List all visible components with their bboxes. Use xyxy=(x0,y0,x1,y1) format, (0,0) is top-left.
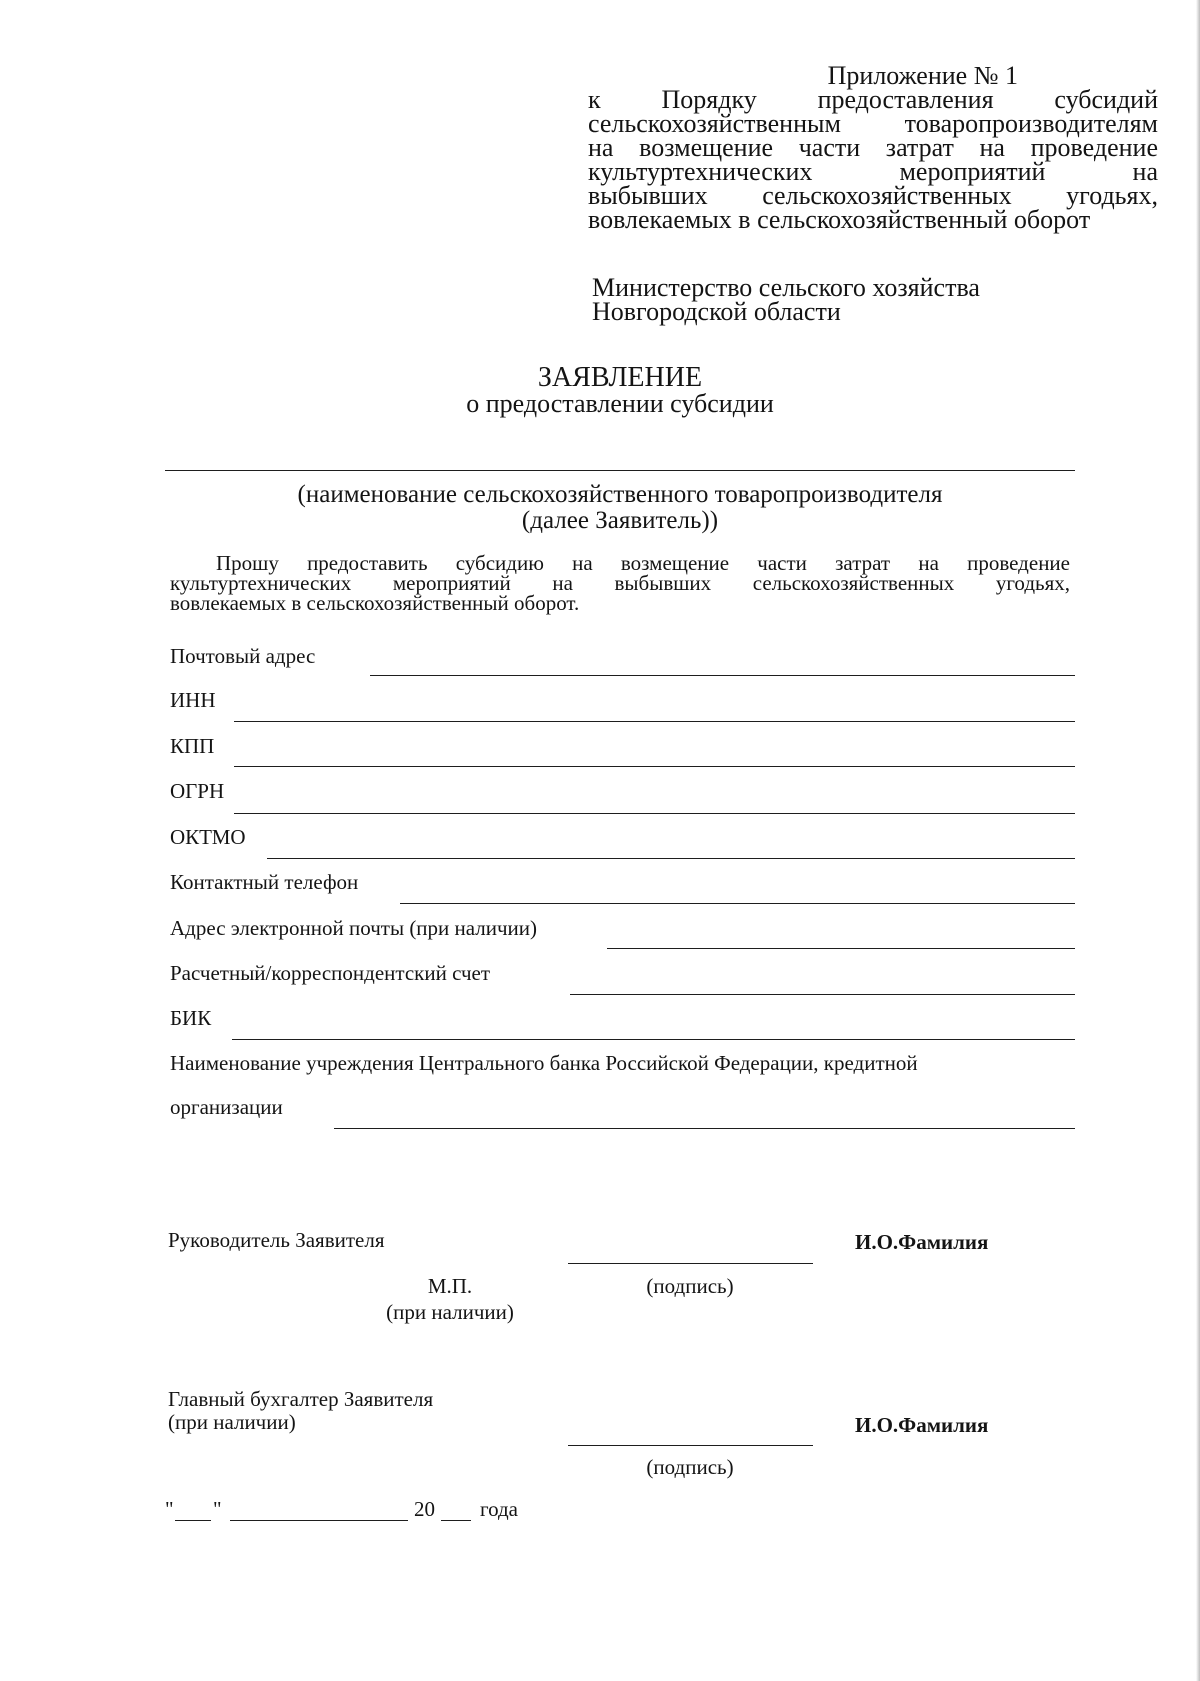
scan-edge xyxy=(1196,0,1200,1681)
head-signature-field[interactable] xyxy=(568,1263,813,1264)
applicant-name-line[interactable] xyxy=(165,470,1075,471)
bank-name-field[interactable] xyxy=(334,1128,1075,1129)
appendix-line: культуртехнических мероприятий на xyxy=(588,157,1158,186)
date-month-field[interactable] xyxy=(230,1520,408,1521)
appendix-line: вовлекаемых в сельскохозяйственный оборот xyxy=(588,205,1091,234)
phone-label: Контактный телефон xyxy=(170,870,359,894)
appendix-line: к Порядку предоставления субсидий xyxy=(588,85,1158,114)
date-quote-close: " xyxy=(213,1497,222,1521)
bik-label: БИК xyxy=(170,1006,212,1030)
appendix-title: Приложение № 1 xyxy=(827,61,1018,90)
appendix-line: на возмещение части затрат на проведение xyxy=(588,133,1158,162)
email-field[interactable] xyxy=(607,948,1075,949)
applicant-name-caption xyxy=(200,482,1040,534)
accountant-name: И.О.Фамилия xyxy=(855,1413,989,1437)
email-label: Адрес электронной почты (при наличии) xyxy=(170,916,538,940)
bank-name-label-line-1: Наименование учреждения Центрального банка Российской Федерации, кредитной xyxy=(170,1051,918,1075)
postal-address-field[interactable] xyxy=(370,675,1075,676)
kpp-field[interactable] xyxy=(234,766,1075,767)
request-line: Прошу предоставить субсидию на возмещение части затрат на проведение xyxy=(216,551,1070,575)
head-label: Руководитель Заявителя xyxy=(168,1228,385,1252)
appendix-line: выбывших сельскохозяйственных угодьях, xyxy=(588,181,1158,210)
bank-name-label-line-2: организации xyxy=(170,1095,283,1119)
request-paragraph xyxy=(170,553,1070,613)
stamp-note: (при наличии) xyxy=(386,1300,514,1324)
phone-field[interactable] xyxy=(400,903,1075,904)
accountant-signature-field[interactable] xyxy=(568,1445,813,1446)
date-year-prefix: 20 xyxy=(414,1497,435,1521)
ogrn-label: ОГРН xyxy=(170,779,225,803)
addressee-line-1: Министерство сельского хозяйства xyxy=(592,273,980,302)
document-title: ЗАЯВЛЕНИЕ xyxy=(537,362,703,393)
account-label: Расчетный/корреспондентский счет xyxy=(170,961,491,985)
ogrn-field[interactable] xyxy=(234,813,1075,814)
date-year-suffix: года xyxy=(480,1497,518,1521)
appendix-line: сельскохозяйственным товаропроизводителям xyxy=(588,109,1158,138)
addressee-line-2: Новгородской области xyxy=(592,297,841,326)
bik-field[interactable] xyxy=(232,1039,1075,1040)
inn-label: ИНН xyxy=(170,688,216,712)
document-heading xyxy=(400,362,840,418)
postal-address-label: Почтовый адрес xyxy=(170,644,316,668)
date-day-field[interactable] xyxy=(175,1520,211,1521)
date-year-field[interactable] xyxy=(441,1520,471,1521)
stamp-label: М.П. xyxy=(427,1274,473,1298)
accountant-label-line-1: Главный бухгалтер Заявителя xyxy=(168,1387,434,1411)
signature-caption: (подпись) xyxy=(646,1455,734,1479)
oktmo-label: ОКТМО xyxy=(170,825,246,849)
request-line: вовлекаемых в сельскохозяйственный оборот. xyxy=(170,591,580,615)
appendix-header xyxy=(588,61,1158,234)
applicant-caption-line-2: (далее Заявитель)) xyxy=(521,507,719,534)
document-subtitle: о предоставлении субсидии xyxy=(466,389,774,418)
account-field[interactable] xyxy=(570,994,1075,995)
accountant-label-line-2: (при наличии) xyxy=(168,1410,296,1434)
request-line: культуртехнических мероприятий на выбывших сельскохозяйственных угодьях, xyxy=(170,571,1070,595)
addressee-block xyxy=(592,273,980,326)
date-quote-open: " xyxy=(165,1497,174,1521)
oktmo-field[interactable] xyxy=(267,858,1075,859)
inn-field[interactable] xyxy=(234,721,1075,722)
applicant-caption-line-1: (наименование сельскохозяйственного товаропроизводителя xyxy=(297,481,943,508)
kpp-label: КПП xyxy=(170,734,215,758)
signature-caption: (подпись) xyxy=(646,1274,734,1298)
head-name: И.О.Фамилия xyxy=(855,1230,989,1254)
